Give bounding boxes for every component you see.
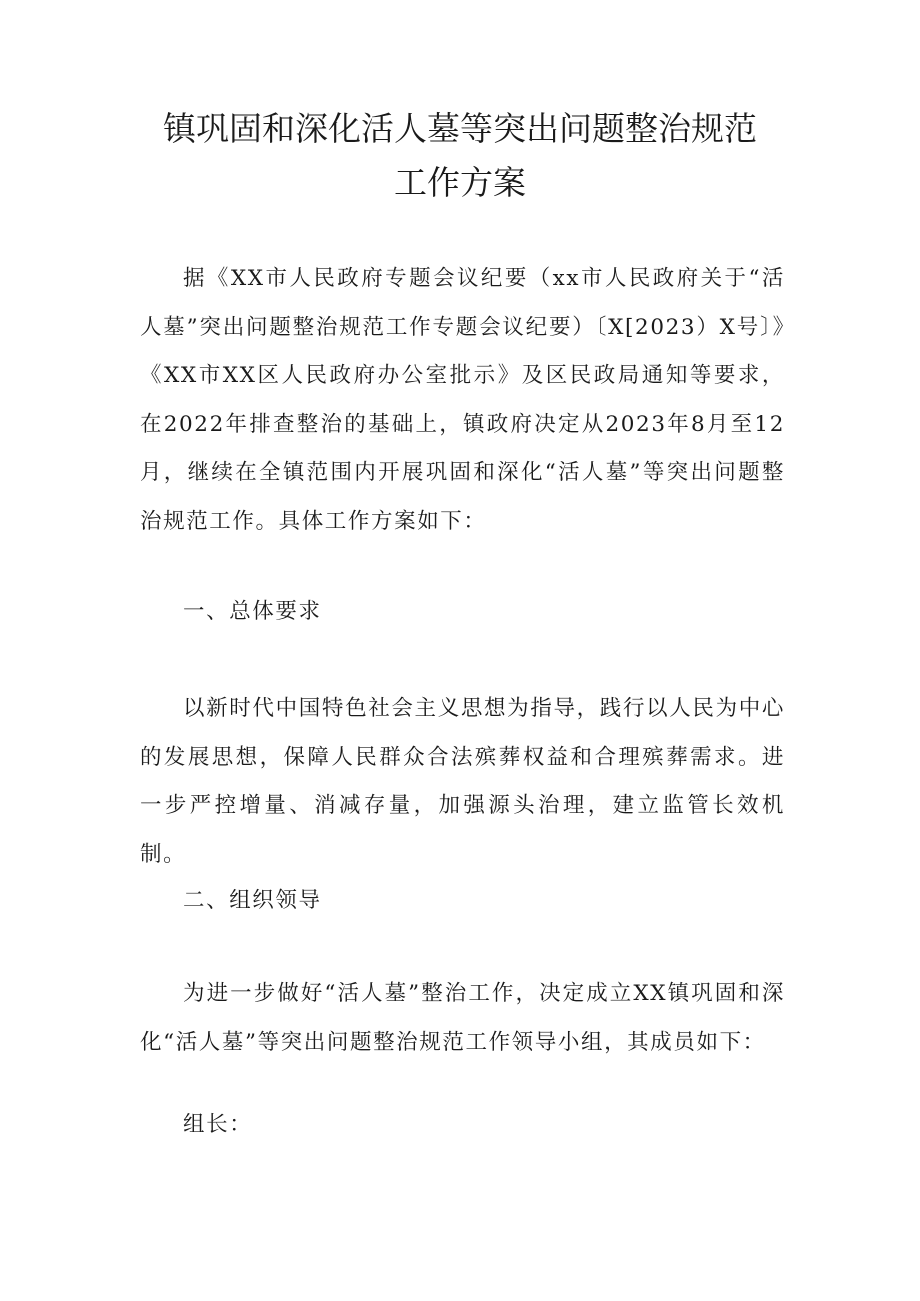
intro-paragraph: 据《XX市人民政府专题会议纪要（xx市人民政府关于“活人墓”突出问题整治规范工作专题会议纪要）〔X[2023）X号〕》《XX市XX区人民政府办公室批示》及区民政局通知等要求，在2022年排查整治的基础上，镇政府决定从2023年8月至12月，继续在全镇范围内开展巩固和深化“活人墓”等突出问题整治规范工作。具体工作方案如下： — [140, 266, 785, 534]
section-1-heading: 一、总体要求 — [183, 599, 322, 624]
section-2-heading: 二、组织领导 — [183, 888, 322, 913]
document-title-line-2: 工作方案 — [394, 163, 526, 202]
group-leader-label: 组长： — [183, 1112, 253, 1137]
section-2-paragraph: 为进一步做好“活人墓”整治工作，决定成立XX镇巩固和深化“活人墓”等突出问题整治规范工作领导小组，其成员如下： — [140, 981, 785, 1055]
section-1-paragraph: 以新时代中国特色社会主义思想为指导，践行以人民为中心的发展思想，保障人民群众合法殡葬权益和合理殡葬需求。进一步严控增量、消减存量，加强源头治理，建立监管长效机制。 — [140, 696, 785, 867]
document-title-line-1: 镇巩固和深化活人墓等突出问题整治规范 — [163, 109, 757, 148]
